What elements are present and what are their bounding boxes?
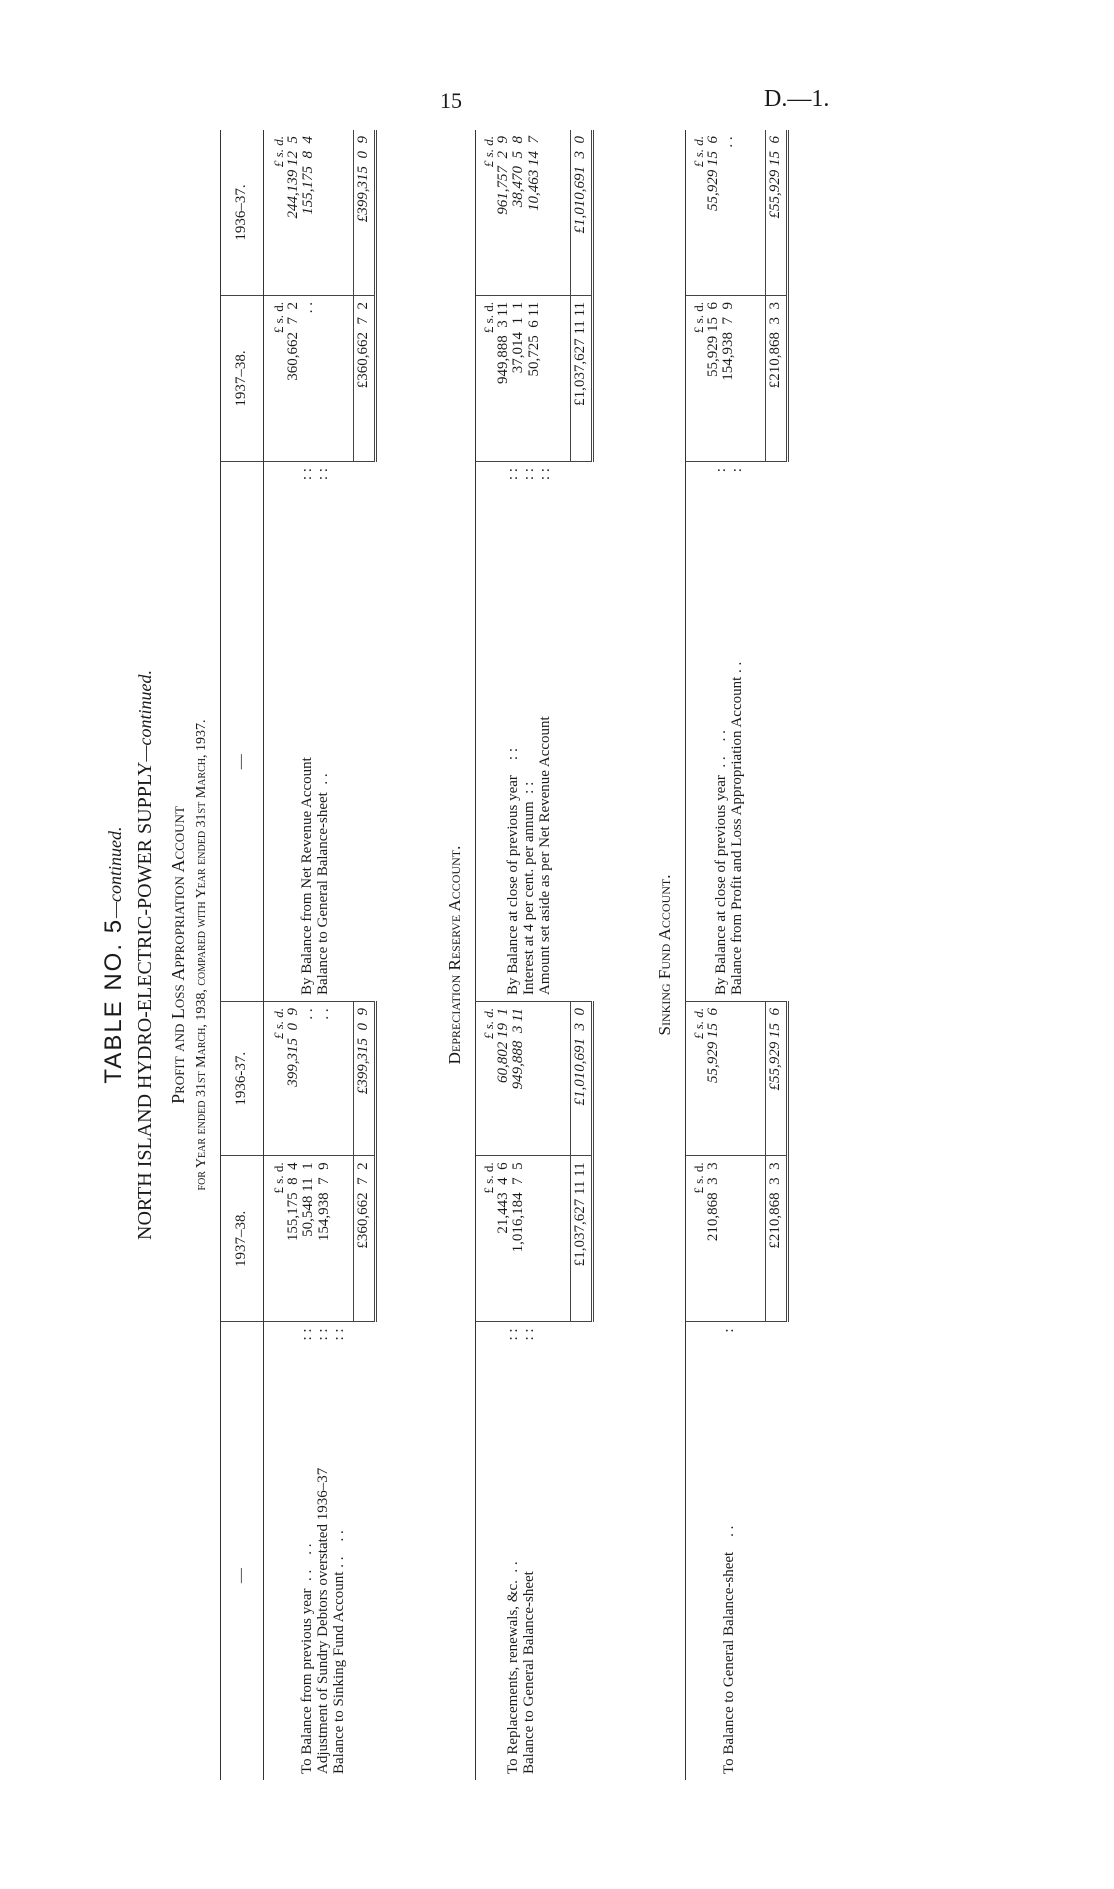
pl-subheading: for Year ended 31st March, 1938, compared with Year ended 31st March, 1937. [194, 719, 209, 1191]
pl-right-descriptions: By Balance from Net Revenue Account Balance to General Balance-sheet . . [299, 757, 331, 995]
dep-right-1938-units: £ s. d. [481, 302, 496, 334]
pl-right-1938-values: 360,662 7 2 . . [284, 302, 317, 381]
dep-left-1937-values: 60,802 19 1 949,888 3 11 [494, 1007, 527, 1090]
dep-left-1938-values: 21,443 4 6 1,016,184 7 5 [494, 1162, 527, 1253]
pl-heading: Profit and Loss Appropriation Account [168, 806, 188, 1104]
sf-right-1938-units: £ s. d. [691, 302, 706, 334]
pl-left-dots: : : : : : : [299, 1328, 347, 1341]
pl-table [220, 130, 377, 1780]
rotated-page-content [100, 130, 920, 1780]
sf-right-1937-total: £55,929 15 6 [766, 130, 788, 296]
sf-totals-row [766, 130, 788, 1780]
sf-right-dots: : : [686, 462, 766, 523]
dep-right-1938-cell [476, 296, 571, 462]
sf-right-1937-values: 55,929 15 6 . . [704, 136, 737, 211]
pl-right-1938-units: £ s. d. [271, 302, 286, 334]
pl-col-1938-right: 1937–38. [221, 296, 264, 462]
sf-left-descriptions: To Balance to General Balance-sheet . . [686, 1383, 766, 1780]
pl-col-dots-right [221, 462, 264, 523]
dep-right-descriptions: By Balance at close of previous year : : Interest at 4 per cent. per annum : : Amount set aside as per Net Revenue Account [476, 523, 571, 1002]
pl-left-descriptions: To Balance from previous year . . . . Adjustment of Sundry Debtors overstated 1936–37 Balance to Sinking Fund Account . . . . [299, 1467, 347, 1774]
sf-left-1938-cell [686, 1156, 766, 1322]
dep-right-1937-cell [476, 130, 571, 296]
pl-left-1938-values: 155,175 8 4 50,548 11 1 154,938 7 9 [284, 1162, 333, 1242]
pl-totals-row [354, 130, 376, 1780]
dep-left-1937-cell [476, 1001, 571, 1155]
sf-right-1938-total: £210,868 3 3 [766, 296, 788, 462]
dep-right-1937-values: 961,757 2 9 38,470 5 8 10,463 14 7 [494, 136, 543, 215]
pl-right-1938-total: £360,662 7 2 [354, 296, 376, 462]
pl-right-1937-values: 244,139 12 5 155,175 8 4 [284, 136, 317, 219]
sf-right-1937-units: £ s. d. [691, 136, 706, 168]
dep-left-1938-cell [476, 1156, 571, 1322]
pl-col-dash-right: — [221, 523, 264, 1002]
sf-heading: Sinking Fund Account. [655, 874, 674, 1036]
sf-left-dots: : [686, 1322, 766, 1383]
page-number: 15 [440, 88, 462, 113]
dep-left-1938-units: £ s. d. [481, 1162, 496, 1194]
dep-right-1937-units: £ s. d. [481, 136, 496, 168]
dep-left-1938-total: £1,037,627 11 11 [571, 1156, 593, 1322]
pl-right-1937-units: £ s. d. [271, 136, 286, 168]
sf-left-1937-cell [686, 1001, 766, 1155]
table-title: TABLE NO. 5—continued. [100, 826, 127, 1084]
document-reference: D.—1. [764, 86, 830, 112]
pl-left-1937-values: 399,315 0 9 . . . . [284, 1007, 333, 1087]
pl-left-1937-total: £399,315 0 9 [354, 1001, 376, 1155]
pl-right-dots: : : : : [299, 468, 331, 481]
dep-left-1937-units: £ s. d. [481, 1007, 496, 1040]
sf-left-1938-units: £ s. d. [691, 1162, 706, 1194]
pl-right-1937-cell [264, 130, 354, 296]
sf-left-1937-total: £55,929 15 6 [766, 1001, 788, 1155]
sf-right-1937-cell [686, 130, 766, 296]
sf-left-1937-units: £ s. d. [691, 1007, 706, 1040]
pl-right-1937-total: £399,315 0 9 [354, 130, 376, 296]
dep-left-dots: : : : : [476, 1322, 571, 1383]
pl-left-1938-units: £ s. d. [271, 1162, 286, 1194]
dep-table [475, 130, 594, 1780]
pl-col-dots-left [221, 1322, 264, 1371]
sf-right-descriptions: By Balance at close of previous year . . . . Balance from Profit and Loss Appropriation Account . . [686, 523, 766, 1002]
sf-table [685, 130, 789, 1780]
dep-right-dots: : : : : : : [476, 462, 571, 523]
sf-right-1938-cell [686, 296, 766, 462]
dep-right-1938-values: 949,888 3 11 37,014 1 1 50,725 6 11 [494, 302, 543, 384]
pl-col-dash-left: — [221, 1371, 264, 1780]
dep-left-descriptions: To Replacements, renewals, &c. . . Balance to General Balance-sheet [476, 1383, 571, 1780]
sf-left-1938-values: 210,868 3 3 [704, 1162, 721, 1242]
dep-heading: Depreciation Reserve Account. [445, 845, 464, 1065]
dep-right-1938-total: £1,037,627 11 11 [571, 296, 593, 462]
pl-left-1938-total: £360,662 7 2 [354, 1156, 376, 1322]
subject-title: NORTH ISLAND HYDRO-ELECTRIC-POWER SUPPLY—continued. [134, 670, 156, 1240]
pl-col-1937-right: 1936–37. [221, 130, 264, 296]
pl-left-1937-cell [264, 1001, 354, 1155]
pl-col-1937-left: 1936-37. [221, 1001, 264, 1155]
dep-left-1937-total: £1,010,691 3 0 [571, 1001, 593, 1155]
sf-right-1938-values: 55,929 15 6 154,938 7 9 [704, 302, 737, 381]
pl-col-1938-left: 1937–38. [221, 1156, 264, 1322]
dep-totals-row [571, 130, 593, 1780]
pl-right-1938-cell [264, 296, 354, 462]
pl-left-1937-units: £ s. d. [271, 1007, 286, 1040]
sf-left-1937-values: 55,929 15 6 [704, 1007, 721, 1083]
pl-left-1938-cell [264, 1156, 354, 1322]
dep-right-1937-total: £1,010,691 3 0 [571, 130, 593, 296]
sf-left-1938-total: £210,868 3 3 [766, 1156, 788, 1322]
